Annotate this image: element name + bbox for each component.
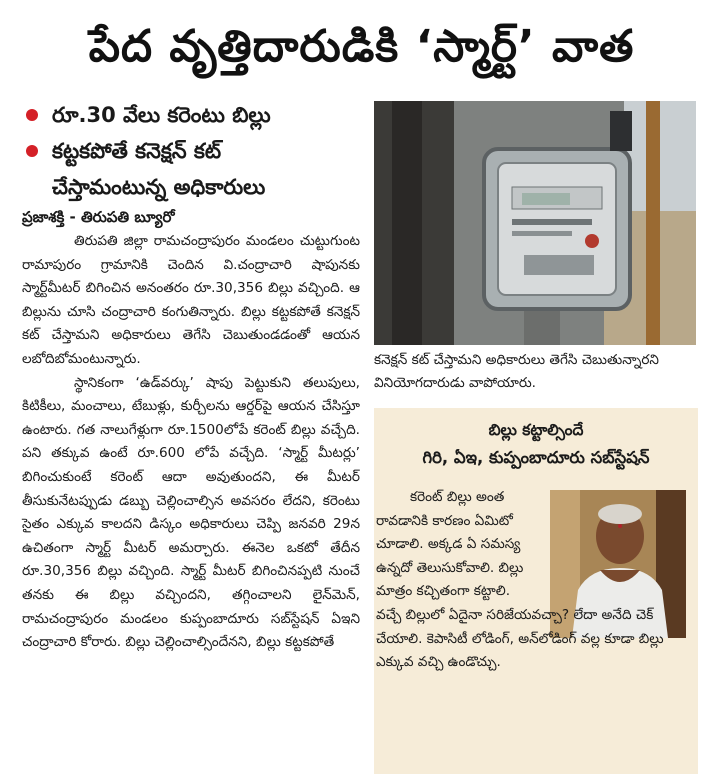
subhead-1-text: రూ.30 వేలు కరెంటు బిల్లు (52, 103, 271, 127)
sidebar-text (376, 486, 694, 675)
red-bullet-icon (26, 145, 38, 157)
sidebar-title: బిల్లు కట్టాల్సిందే (488, 421, 584, 439)
paragraph-1: తిరుపతి జిల్లా రామచంద్రాపురం మండలం చుట్టుగుంట రామాపురం గ్రామానికి చెందిన వి.చంద్రాచారి షాపునకు స్మార్ట్‌మీటర్ బిగించిన అనంతరం రూ.30,356 బిల్లు వచ్చింది. ఆ బిల్లును చూసి చంద్రాచారి కంగుతిన్నారు. బిల్లు కట్టకపోతే కనెక్షన్ కట్ చేస్తామని అధికారులు తెగేసి చెబుతుండడంతో ఆయన లబోదిబోమంటున్నారు. (22, 233, 360, 367)
subhead-2-continuation: చేస్తామంటున్న అధికారులు (52, 175, 266, 199)
byline: ప్రజాశక్తి - తిరుపతి బ్యూరో (22, 208, 175, 226)
photo-caption: కనెక్షన్ కట్ చేస్తామని అధికారులు తెగేసి చెబుతున్నారని వినియోగదారుడు వాపోయారు. (374, 352, 659, 391)
sidebar-box (374, 408, 698, 774)
headline: పేద వృత్తిదారుడికి ‘స్మార్ట్’ వాత (88, 21, 635, 72)
main-column (22, 98, 360, 655)
subhead-bullet-1 (22, 98, 360, 132)
subhead-2-text: కట్టకపోతే కనెక్షన్ కట్ (52, 139, 222, 163)
article-body (22, 230, 360, 655)
paragraph-2: స్థానికంగా ‘ఉడ్‌వర్కు’ షాపు పెట్టుకుని తలుపులు, కిటికీలు, మంచాలు, టేబుళ్లు, కుర్చీలను ఆర్డర్‌పై ఆయన చేసిస్తూ ఉంటారు. గత నాలుగేళ్లుగా రూ.1500లోపే కరెంట్ బిల్లు వచ్చేది. పని తక్కువ ఉంటే రూ.600 లోపే వచ్చేది. ‘స్మార్ట్ మీటర్లు’ బిగించుకుంటే కరెంట్ ఆదా అవుతుందని, ఈ మీటర్ తీసుకునేటప్పుడు డబ్బు చెల్లించాల్సిన అవసరం లేదని, కరెంటు సైతం ఎక్కువ కాలదని డిస్కం అధికారులు చెప్పి జనవరి 29న ఉచితంగా స్మార్ట్ మీటర్ అమర్చారు. ఈనెల ఒకటో తేదీన రూ.30,356 బిల్లు వచ్చింది. స్మార్ట్ మీటర్ బిగించినప్పటి నుంచే తనకు ఈ బిల్లు వచ్చిందని, తగ్గించాలని లైన్‌మెన్, రామచంద్రాపురం మండలం కుప్పంబాదూరు సబ్‌స్టేషన్ ఏఇని చంద్రాచారి కోరారు. బిల్లు చెల్లించాల్సిందేనని, బిల్లు కట్టకపోతే (22, 374, 360, 651)
sidebar-subtitle: గిరి, ఏఇ, కుప్పంబాదూరు సబ్‌స్టేషన్ (422, 448, 650, 467)
subhead-bullet-2 (22, 134, 360, 168)
red-bullet-icon (26, 109, 38, 121)
smart-meter-illustration (374, 101, 696, 345)
sidebar-text-narrow: కరెంట్ బిల్లు అంత రావడానికి కారణం ఏమిటో చూడాలి. అక్కడ ఏ సమస్య ఉన్నదో తెలుసుకోవాలి. బిల్లు మాత్రం కచ్చితంగా కట్టాలి. (376, 489, 524, 600)
smart-meter-photo (374, 101, 696, 345)
sidebar-text-full: వచ్చే బిల్లులో ఏదైనా సరిజేయవచ్చా? లేదా అనేది చెక్ చేయాలి. కెపాసిటీ లోడింగ్, అన్‌లోడింగ్ వల్ల కూడా బిల్లు ఎక్కువ వచ్చి ఉండొచ్చు. (376, 606, 664, 671)
